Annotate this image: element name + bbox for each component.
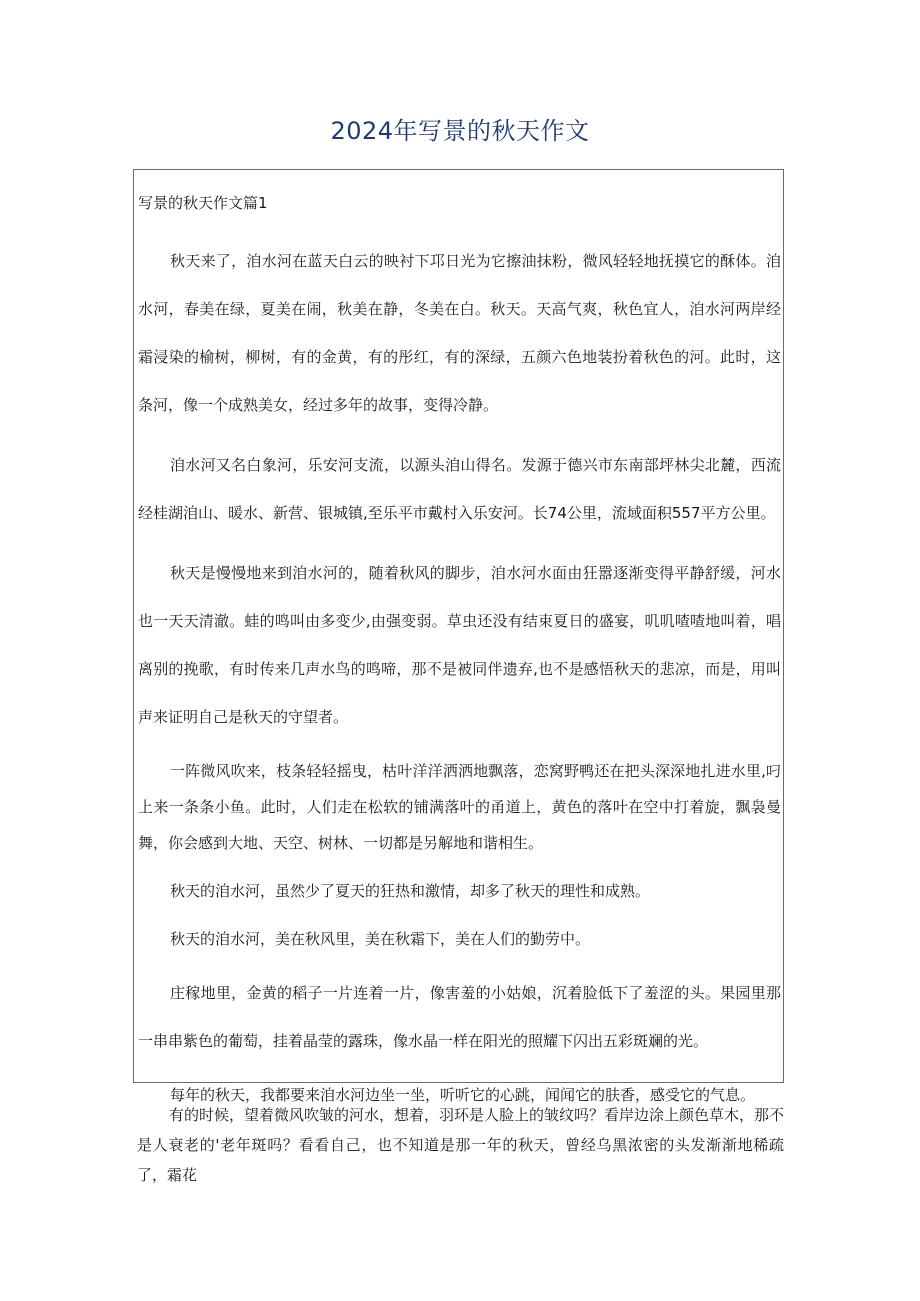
paragraph-6: 秋天的洎水河，美在秋风里，美在秋霜下，美在人们的勤劳中。 <box>170 930 591 948</box>
box-paragraphs <box>138 237 781 1125</box>
paragraph-2: 洎水河又名白象河，乐安河支流，以源头洎山得名。发源于德兴市东南部坪林尖北麓，西流经桂湖洎山、暖水、新营、银城镇,至乐平市戴村入乐安河。长74公里，流域面积557平方公里。 <box>138 456 781 522</box>
section-heading: 写景的秋天作文篇1 <box>138 194 268 212</box>
paragraph-3: 秋天是慢慢地来到洎水河的，随着秋风的脚步，洎水河水面由狂嚣逐渐变得平静舒缓，河水也一天天清澈。蛙的鸣叫由多变少,由强变弱。草虫还没有结束夏日的盛宴，叽叽喳喳地叫着，唱离别的挽歌，有时传来几声水鸟的鸣啼，那不是被同伴遗弃,也不是感悟秋天的悲凉，而是，用叫声来证明自己是秋天的守望者。 <box>138 564 781 726</box>
outer-paragraphs <box>137 1100 784 1190</box>
paragraph-1: 秋天来了，洎水河在蓝天白云的映衬下邛日光为它擦油抹粉，微风轻轻地抚摸它的酥体。洎水河，春美在绿，夏美在闹，秋美在静，冬美在白。秋天。天高气爽，秋色宜人，洎水河两岸经霜浸染的榆树，柳树，有的金黄，有的彤红，有的深绿，五颜六色地装扮着秋色的河。此时，这条河，像一个成熟美女，经过多年的故事，变得冷静。 <box>138 252 781 414</box>
paragraph-7: 庄稼地里，金黄的稻子一片连着一片，像害羞的小姑娘，沉着脸低下了羞涩的头。果园里那一串串紫色的葡萄，挂着晶莹的露珠，像水晶一样在阳光的照耀下闪出五彩斑斓的光。 <box>138 984 781 1050</box>
content-box <box>133 169 784 1104</box>
page-title: 2024年写景的秋天作文 <box>330 117 590 145</box>
paragraph-4: 一阵微风吹来，枝条轻轻摇曳，枯叶洋洋洒洒地飘落，恋窝野鸭还在把头深深地扎进水里,叼上来一条条小鱼。此时，人们走在松软的铺满落叶的甬道上，黄色的落叶在空中打着旋，飘袅曼舞，你会感到大地、天空、树林、一切都是另解地和谐相生。 <box>138 762 781 852</box>
outer-paragraph-1: 有的时候，望着微风吹皱的河水，想着，羽环是人脸上的皱纹吗？看岸边涂上颜色草木，那不是人衰老的'老年斑吗？看看自己，也不知道是那一年的秋天，曾经乌黑浓密的头发渐渐地稀疏了，霜花 <box>137 1106 785 1184</box>
paragraph-5: 秋天的洎水河，虽然少了夏天的狂热和激情，却多了秋天的理性和成熟。 <box>170 882 651 900</box>
paragraph-8: 每年的秋天，我都要来洎水河边坐一坐，听听它的心跳，闻闻它的肤香，感受它的气息。 <box>170 1086 756 1104</box>
